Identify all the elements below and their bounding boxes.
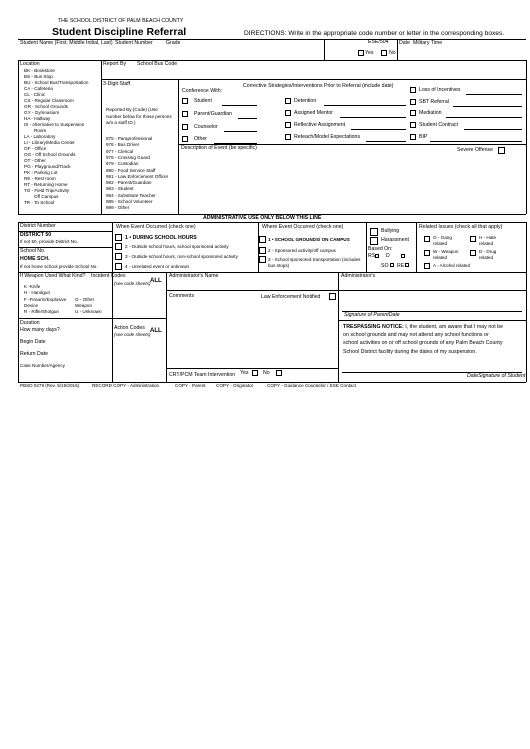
conference-with-label: Conference With: [182,88,223,94]
sbt-referral-label: SBT Referral [419,99,449,105]
location-item: LA - Laboratory [24,134,56,139]
when-4-label: 4 - Unrelated event or unknown [125,264,190,269]
location-item: RT - Returning Home [24,182,68,187]
alcohol-checkbox[interactable] [424,263,430,269]
reteach-label: Reteach/Model Expectations [294,134,361,140]
comments-label: Comments [169,293,195,299]
originator-copy: COPY - Originator [216,383,254,388]
location-item: IS - Alternative to Suspension [24,122,85,127]
when-event-header: When Event Occurred (check one) [116,224,196,230]
military-time-label: Military Time [413,40,443,46]
gang-label: G - Gang related [433,235,452,246]
staff-code-item: 985 - School Volunteer [106,199,153,204]
location-item: OT - Other [24,158,46,163]
conf-other-label: Other [194,136,207,142]
detention-checkbox[interactable] [285,98,291,104]
where-1-checkbox[interactable] [259,236,266,243]
re-checkbox[interactable] [405,263,409,267]
student-contract-checkbox[interactable] [410,122,416,128]
drug-label: D - Drug related [479,249,497,260]
weapon-checkbox[interactable] [424,250,430,256]
ese-no-label: No [389,50,396,56]
conf-student-checkbox[interactable] [182,98,188,104]
location-item: TO - Field Trip/Activity [24,188,70,193]
three-digit-staff-label: 3-Digit Staff [103,81,131,87]
administrator-sig-label: Administrator's [341,273,376,279]
gang-checkbox[interactable] [424,236,430,242]
location-item: CS - Regular Classroom [24,98,74,103]
location-item: LI - Library/Media Center [24,140,75,145]
location-item: TR - To School [24,200,55,205]
d-checkbox[interactable] [401,254,405,258]
ese-no-checkbox[interactable] [381,50,387,56]
date-signature-student-label: DateSignature of Student [467,373,526,379]
ese-yes-checkbox[interactable] [358,50,364,56]
location-header: Location [20,61,40,67]
hate-checkbox[interactable] [470,236,476,242]
reflective-assignment-label: Reflective Assignment [294,122,346,128]
reteach-checkbox[interactable] [285,134,291,140]
location-item: BS - Bus Stop [24,74,53,79]
record-copy: RECORD COPY - Administration [92,383,160,388]
rs-checkbox[interactable] [375,254,379,258]
drug-checkbox[interactable] [470,250,476,256]
conf-counselor-checkbox[interactable] [182,124,188,130]
parent-copy: COPY - Parent [175,383,206,388]
bullying-label: Bullying [381,228,400,234]
trespassing-text: school activities on or off school grounds of any Palm Beach County [343,340,503,347]
location-item: PK - Parking Lot [24,170,58,175]
trespassing-text: on school grounds and may not attend any school functions or [343,332,489,339]
when-3-label: 3 - Outside school hours, non-school sponsored activity [125,254,238,259]
harassment-label: Harassment [381,237,409,243]
staff-code-item: 999 - Other [106,205,130,211]
ese-label: ESE/504 [368,39,389,45]
school-bus-code-label: School Bus Code [137,61,178,67]
location-item: RE - Rest room [24,176,56,181]
administrator-name-label: Administrator's Name [169,273,219,279]
description-rest: of Event (be specific) [206,145,257,151]
ese-yes-label: Yes [365,50,374,56]
bip-label: BIP [419,134,428,140]
signature-parent-label: Signature of ParentDate [344,312,400,318]
guidance-copy: COPY - Guidance Counselor / ESE Contact [267,383,357,388]
form-number: PBSD 0279 (Rev. 5/19/2016) [20,383,80,388]
return-date-label: Return Date [20,351,48,357]
so-checkbox[interactable] [390,263,394,267]
mediation-label: Mediation [419,110,442,116]
corrective-strategies-header: Corrective Strategies/Interventions Prior to Referral (include date) [243,83,394,89]
weapon-item: H - Handgun [24,290,51,295]
staff-code-item: 983 - Student [106,186,134,192]
student-name-label: Student Name (First, Middle Initial, Last) [20,40,113,46]
rs-label: RS [368,253,376,259]
where-2-label: 2 - Sponsored activity/off campus [268,248,336,253]
description-label [181,146,257,151]
where-2-checkbox[interactable] [259,247,266,254]
district-name: THE SCHOOL DISTRICT OF PALM BEACH COUNTY [58,18,184,24]
location-item: CL - Clinic [24,92,46,97]
weapon-unknown: U - Unknown [75,309,102,314]
district-number-label: District Number [20,223,56,229]
staff-code-item: 980 - Food Service Staff [106,167,156,173]
severe-offense-checkbox[interactable] [498,147,505,154]
related-issues-header: Related Issues (check all that apply) [419,224,503,230]
harassment-checkbox[interactable] [370,237,378,245]
how-many-days-label: How many days? [20,327,60,333]
detention-label: Detention [294,98,317,104]
weapon-header: If Weapon Used What Kind? [20,273,86,279]
location-item: BU - School Bus/Transportation [24,80,89,85]
if-home-label: If not home school provide School No. [20,264,98,269]
when-1-checkbox[interactable] [115,234,122,241]
location-item: GR - School Grounds [24,104,68,109]
student-number-label: Student Number [115,40,153,46]
reflective-assignment-checkbox[interactable] [285,122,291,128]
when-4-checkbox[interactable] [115,263,122,270]
law-enforcement-checkbox[interactable] [329,293,336,300]
trespassing-text: I, the student, am aware that I may not be [403,324,504,330]
reported-by-code-note: Reported By (Code) (Use number below for those persons w/o a staff ID.) [106,107,172,125]
begin-date-label: Begin Date [20,339,46,345]
d-label: D [386,253,390,259]
admin-use-banner: ADMINISTRATIVE USE ONLY BELOW THIS LINE [203,215,322,221]
case-number-label: Case Number/Agency [20,363,65,368]
grade-label: Grade [166,40,181,46]
crt-yes-checkbox[interactable] [252,370,258,376]
location-item: GY - Gymnasium [24,110,60,115]
if-not-50-label: If not 50, provide District No. [20,239,78,244]
action-all: ALL [150,328,162,334]
crt-pcm-label: CRT/PCM Team Intervention [169,372,236,378]
bullying-checkbox[interactable] [370,228,378,236]
incident-note: (see code sheets) [114,281,151,286]
where-3-label: 3 - School sponsored transportation (includes bus stops) [268,257,361,268]
form-title: Student Discipline Referral [52,26,187,38]
crt-yes-label: Yes [240,370,249,376]
when-2-label: 2 - Outside school hours, school sponsored activity [125,244,229,249]
student-contract-label: Student Contract [419,122,458,128]
crt-no-label: No [263,370,270,376]
where-3-checkbox[interactable] [259,256,266,263]
weapon-other: O - Other Weapon [75,297,95,308]
crt-no-checkbox[interactable] [276,370,282,376]
sbt-referral-checkbox[interactable] [410,99,416,105]
location-item: PG - Playground/Track [24,164,71,169]
law-enforcement-label: Law Enforcement Notified [261,294,321,300]
when-1-label: 1 • DURING SCHOOL HOURS [125,235,197,241]
alcohol-label: A - Alcohol related [433,263,471,268]
staff-code-item: 981 - Law Enforcement Officer [106,173,169,179]
action-codes-label: Action Codes [114,325,145,331]
weapon-item: R - Rifle/Shotgun [24,309,59,314]
location-item: Room [34,128,47,133]
weapon-label: W - Weapon related [433,249,459,260]
school-no-label: School No. [20,248,46,254]
conf-parent-checkbox[interactable] [182,111,188,117]
home-school: HOME SCH. [20,256,50,262]
incident-all: ALL [150,278,162,284]
action-note: (see code sheets) [114,332,151,337]
staff-code-item: 982 - Parent/Guardian [106,180,152,186]
based-on-label: Based On: [368,246,393,252]
conf-counselor-label: Counselor [194,124,218,130]
when-3-checkbox[interactable] [115,253,122,260]
assigned-mentor-label: Assigned Mentor [294,110,333,116]
location-item: CA - Cafeteria [24,86,53,91]
staff-code-item: 975 - Paraprofessional [106,136,153,141]
location-item: OF - Office [24,146,47,151]
re-label: RE [397,263,405,269]
date-label: Date [399,40,410,46]
trespassing-lead: TRESPASSING NOTICE: [343,324,404,330]
location-item: Off Campus [34,194,59,199]
directions-text: DIRECTIONS: Write in the appropriate code number or letter in the corresponding boxes. [244,30,505,37]
conf-other-checkbox[interactable] [182,136,188,142]
district-50: DISTRICT 50 [20,232,52,238]
loss-incentives-checkbox[interactable] [410,87,416,93]
trespassing-notice [343,323,525,356]
severe-offense-label: Severe Offense [457,147,493,153]
where-event-header: Where Event Occurred (check one) [262,224,344,230]
hate-label: H - Hate related [479,235,497,246]
description-word: Description [181,145,207,151]
location-item: HA - Hallway [24,116,51,121]
when-2-checkbox[interactable] [115,243,122,250]
staff-code-item: 977 - Clerical [106,148,134,154]
staff-code-item: 978 - Crossing Guard [106,154,150,160]
weapon-item: K -Knife [24,284,41,289]
duration-label: Duration [20,320,40,326]
staff-code-item: 979 - Custodian [106,161,139,167]
conf-student-label: Student [194,98,212,104]
where-1-label: 1 • SCHOOL GROUNDS/ ON CAMPUS [268,237,350,242]
report-by-label: Report By [103,61,127,67]
so-label: SO [381,263,389,269]
incident-codes-label: Incident Codes [91,273,126,279]
staff-code-item: 976 - Bus Driver [106,142,140,148]
staff-code-item: 984 - Substitute Teacher [106,192,156,198]
mediation-checkbox[interactable] [410,110,416,116]
trespassing-text: School District facility during the dates of my suspension. [343,348,477,355]
location-item: OG - Off School Grounds [24,152,76,157]
weapon-item: F -Firearm/Explosive Device [24,297,67,308]
loss-incentives-label: Loss of Incentives [419,87,461,93]
conf-parent-label: Parent/Guardian [194,111,233,117]
location-item: BK - Bookstore [24,68,55,73]
assigned-mentor-checkbox[interactable] [285,110,291,116]
bip-checkbox[interactable] [410,134,416,140]
